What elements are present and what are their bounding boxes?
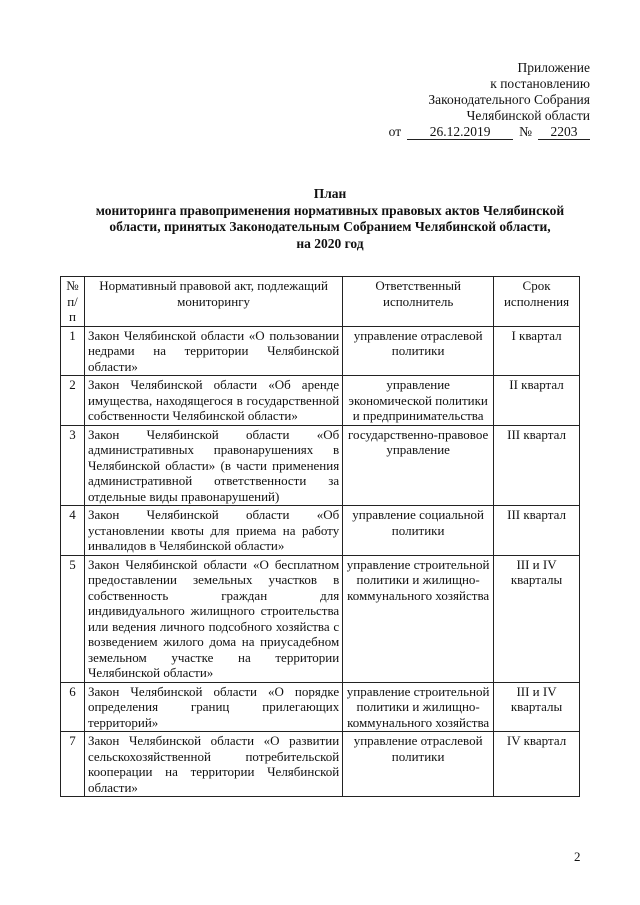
row-term: III и IV кварталы <box>494 682 580 732</box>
row-term: II квартал <box>494 376 580 426</box>
row-act: Закон Челябинской области «Об административных правонарушениях в Челябинской области» (в части применения административной ответственности за отдельные виды правонарушений) <box>84 425 342 506</box>
row-num: 3 <box>61 425 85 506</box>
attachment-block <box>389 60 590 140</box>
page-number: 2 <box>574 849 581 864</box>
table-header-row <box>61 277 580 327</box>
table-row <box>61 555 580 682</box>
row-responsible: государственно-правовое управление <box>343 425 494 506</box>
row-num: 6 <box>61 682 85 732</box>
row-act: Закон Челябинской области «О порядке определения границ прилегающих территорий» <box>84 682 342 732</box>
row-term: III и IV кварталы <box>494 555 580 682</box>
table-row <box>61 682 580 732</box>
document-title <box>60 186 600 252</box>
attachment-line-2: к постановлению <box>490 76 590 91</box>
row-act: Закон Челябинской области «Об аренде имущества, находящегося в государственной собственности Челябинской области» <box>84 376 342 426</box>
table-row <box>61 376 580 426</box>
header-responsible: Ответственный исполнитель <box>343 277 494 327</box>
attachment-reference <box>389 124 590 140</box>
title-line-3: области, принятых Законодательным Собранием Челябинской области, <box>109 219 551 234</box>
attachment-title: Приложение <box>517 60 590 75</box>
header-term: Срок исполнения <box>494 277 580 327</box>
row-responsible: управление отраслевой политики <box>343 732 494 797</box>
resolution-number: 2203 <box>538 124 590 140</box>
row-num: 1 <box>61 326 85 376</box>
row-act: Закон Челябинской области «Об установлении квоты для приема на работу инвалидов в Челябинской области» <box>84 506 342 556</box>
row-responsible: управление социальной политики <box>343 506 494 556</box>
resolution-date: 26.12.2019 <box>407 124 513 140</box>
title-line-2: мониторинга правоприменения нормативных правовых актов Челябинской <box>95 202 565 218</box>
header-num: № п/п <box>61 277 85 327</box>
row-responsible: управление экономической политики и предпринимательства <box>343 376 494 426</box>
row-responsible: управление строительной политики и жилищно-коммунального хозяйства <box>343 682 494 732</box>
row-num: 4 <box>61 506 85 556</box>
monitoring-plan-table <box>60 276 580 797</box>
number-label: № <box>519 124 532 139</box>
row-act: Закон Челябинской области «О пользовании недрами на территории Челябинской области» <box>84 326 342 376</box>
row-num: 2 <box>61 376 85 426</box>
row-term: IV квартал <box>494 732 580 797</box>
title-line-1: План <box>313 186 347 201</box>
row-term: III квартал <box>494 425 580 506</box>
row-term: III квартал <box>494 506 580 556</box>
table-row <box>61 425 580 506</box>
row-num: 7 <box>61 732 85 797</box>
attachment-line-3: Законодательного Собрания <box>428 92 590 107</box>
table-row <box>61 506 580 556</box>
table-row <box>61 326 580 376</box>
row-act: Закон Челябинской области «О развитии сельскохозяйственной потребительской кооперации на территории Челябинской области» <box>84 732 342 797</box>
from-label: от <box>388 124 402 139</box>
header-act: Нормативный правовой акт, подлежащий мониторингу <box>84 277 342 327</box>
row-responsible: управление строительной политики и жилищно-коммунального хозяйства <box>343 555 494 682</box>
attachment-line-4: Челябинской области <box>466 108 590 123</box>
title-line-4: на 2020 год <box>296 235 364 251</box>
row-responsible: управление отраслевой политики <box>343 326 494 376</box>
row-num: 5 <box>61 555 85 682</box>
row-term: I квартал <box>494 326 580 376</box>
table-row <box>61 732 580 797</box>
row-act: Закон Челябинской области «О бесплатном предоставлении земельных участков в собственность граждан для индивидуального жилищного строительства или ведения личного подсобного хозяйства с возведением жилого дома на приусадебном земельном участке на территории Челябинской области» <box>84 555 342 682</box>
